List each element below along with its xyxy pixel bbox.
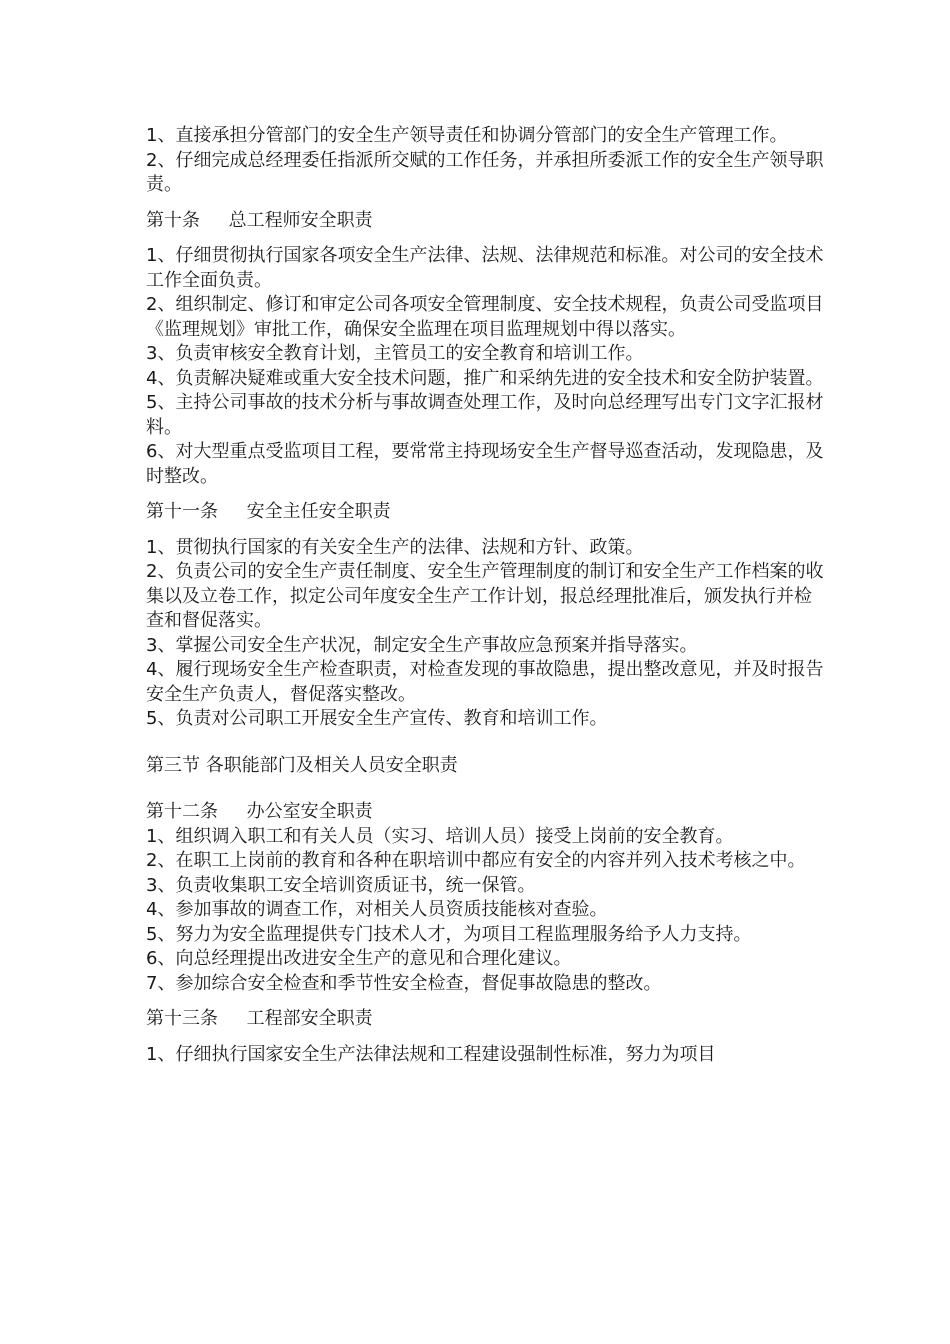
paragraph: 2、在职工上岗前的教育和各种在职培训中都应有安全的内容并列入技术考核之中。 (146, 850, 806, 871)
section-heading: 第十条 总工程师安全职责 (146, 209, 373, 231)
section-heading: 第十二条 办公室安全职责 (146, 801, 373, 822)
paragraph: 4、履行现场安全生产检查职责，对检查发现的事故隐患，提出整改意见，并及时报告安全生产负责人，督促落实整改。 (146, 659, 824, 705)
paragraph: 1、仔细执行国家安全生产法律法规和工程建设强制性标准，努力为项目 (146, 1043, 716, 1065)
paragraph: 7、参加综合安全检查和季节性安全检查，督促事故隐患的整改。 (146, 972, 662, 994)
spacer (146, 525, 826, 536)
paragraph: 6、向总经理提出改进安全生产的意见和合理化建议。 (146, 948, 572, 969)
spacer (146, 1032, 826, 1043)
paragraph: 4、负责解决疑难或重大安全技术问题，推广和采纳先进的安全技术和安全防护装置。 (146, 367, 824, 389)
paragraph: 6、对大型重点受监项目工程，要常常主持现场安全生产督导巡查活动，发现隐患，及时整改。 (146, 441, 824, 487)
section-heading: 第三节 各职能部门及相关人员安全职责 (146, 754, 458, 776)
document-body (146, 124, 826, 1067)
paragraph: 3、掌握公司安全生产状况，制定安全生产事故应急预案并指导落实。 (146, 634, 698, 656)
paragraph: 5、努力为安全监理提供专门技术人才，为项目工程监理服务给予人力支持。 (146, 923, 752, 945)
paragraph: 2、负责公司的安全生产责任制度、安全生产管理制度的制订和安全生产工作档案的收集以及立卷工作，拟定公司年度安全生产工作计划，报总经理批准后，颁发执行并检查和督促落实。 (146, 561, 824, 631)
paragraph: 1、贯彻执行国家的有关安全生产的法律、法规和方针、政策。 (146, 536, 644, 558)
spacer (146, 996, 826, 1007)
paragraph: 1、直接承担分管部门的安全生产领导责任和协调分管部门的安全生产管理工作。 (146, 125, 788, 146)
paragraph: 2、组织制定、修订和审定公司各项安全管理制度、安全技术规程，负责公司受监项目《监理规划》审批工作，确保安全监理在项目监理规划中得以落实。 (146, 294, 824, 340)
section-heading: 第十一条 安全主任安全职责 (146, 501, 391, 522)
spacer (146, 732, 826, 754)
paragraph: 1、组织调入职工和有关人员（实习、培训人员）接受上岗前的安全教育。 (146, 825, 734, 847)
paragraph: 1、仔细贯彻执行国家各项安全生产法律、法规、法律规范和标准。对公司的安全技术工作全面负责。 (146, 245, 824, 291)
document-page (146, 124, 826, 1067)
spacer (146, 489, 826, 500)
paragraph: 3、负责收集职工安全培训资质证书，统一保管。 (146, 874, 536, 896)
spacer (146, 778, 826, 800)
section-heading: 第十三条 工程部安全职责 (146, 1008, 373, 1029)
paragraph: 5、负责对公司职工开展安全生产宣传、教育和培训工作。 (146, 708, 608, 729)
paragraph: 3、负责审核安全教育计划，主管员工的安全教育和培训工作。 (146, 343, 644, 364)
paragraph: 2、仔细完成总经理委任指派所交赋的工作任务，并承担所委派工作的安全生产领导职责。 (146, 149, 824, 195)
paragraph: 5、主持公司事故的技术分析与事故调查处理工作，及时向总经理写出专门文字汇报材料。 (146, 392, 824, 438)
spacer (146, 233, 826, 244)
paragraph: 4、参加事故的调查工作，对相关人员资质技能核对查验。 (146, 899, 608, 920)
spacer (146, 198, 826, 209)
